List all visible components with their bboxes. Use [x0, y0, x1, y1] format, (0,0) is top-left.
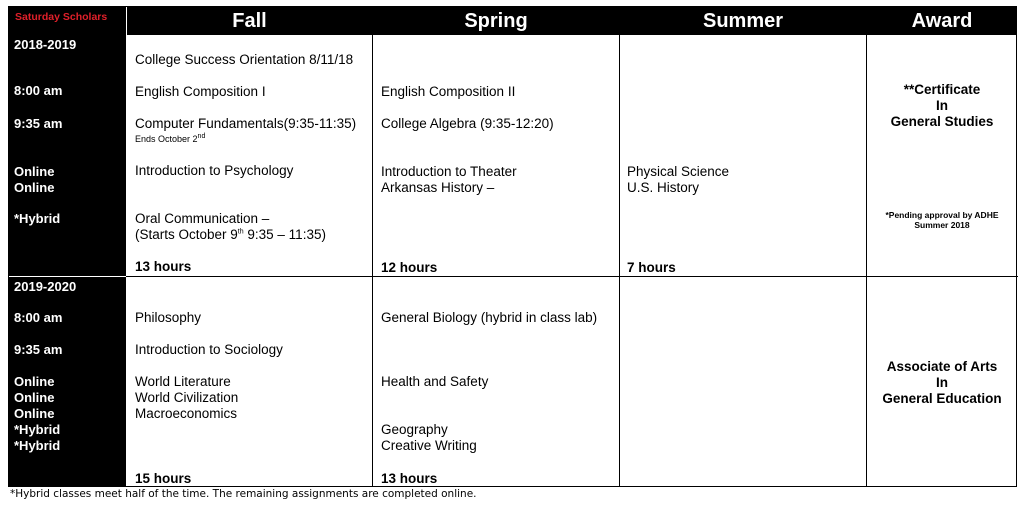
fall-hours: 13 hours	[135, 259, 192, 274]
year2-label: 2019-2020	[14, 279, 77, 294]
schedule-table	[8, 6, 1017, 487]
header-award: Award	[867, 7, 1017, 35]
divider	[372, 7, 373, 486]
summer-course: Physical Science	[627, 164, 730, 179]
fall-course: English Composition I	[135, 84, 266, 99]
summer-hours: 7 hours	[627, 260, 676, 275]
year2-time-6: *Hybrid	[14, 422, 61, 437]
year1-time-3: Online	[14, 164, 55, 179]
year2-time-4: Online	[14, 390, 55, 405]
fall-course: World Civilization	[135, 390, 239, 405]
spring-course: English Composition II	[381, 84, 516, 99]
spring-course: College Algebra (9:35-12:20)	[381, 116, 554, 131]
spring-course: Geography	[381, 422, 448, 437]
fall-course	[135, 116, 356, 145]
divider	[619, 7, 620, 486]
award-certificate: **Certificate In General Studies	[890, 82, 994, 129]
fall-course: Oral Communication –	[135, 211, 270, 226]
fall-course: World Literature	[135, 374, 231, 389]
year1-time-1: 8:00 am	[14, 83, 63, 98]
fall-course: Introduction to Sociology	[135, 342, 283, 357]
header-spring: Spring	[373, 7, 619, 35]
fall-course: Introduction to Psychology	[135, 163, 294, 178]
fall-course: College Success Orientation 8/11/18	[135, 52, 354, 67]
fall-course-note: Ends October 2nd	[135, 133, 206, 144]
footnote: *Hybrid classes meet half of the time. The remaining assignments are completed online.	[10, 488, 477, 500]
header-fall: Fall	[127, 7, 372, 35]
spring-course: Creative Writing	[381, 438, 477, 453]
year1-label: 2018-2019	[14, 37, 77, 52]
fall-course: Macroeconomics	[135, 406, 238, 421]
award-pending-note: *Pending approval by ADHE Summer 2018	[885, 210, 999, 230]
year2-side	[9, 277, 126, 486]
spring-course: General Biology (hybrid in class lab)	[381, 310, 598, 325]
year2-time-5: Online	[14, 406, 55, 421]
summer-course: U.S. History	[627, 180, 700, 195]
year2-time-7: *Hybrid	[14, 438, 61, 453]
year2-time-2: 9:35 am	[14, 342, 63, 357]
year1-side	[9, 35, 126, 276]
year2-time-1: 8:00 am	[14, 310, 63, 325]
spring-course: Introduction to Theater	[381, 164, 517, 179]
program-brand: Saturday Scholars	[9, 7, 126, 35]
year1-time-4: Online	[14, 180, 55, 195]
spring-course: Arkansas History –	[381, 180, 495, 195]
year2-time-3: Online	[14, 374, 55, 389]
fall-hours: 15 hours	[135, 471, 192, 486]
spring-course: Health and Safety	[381, 374, 489, 389]
award-associate-degree: Associate of Arts In General Education	[882, 359, 1002, 406]
year1-time-2: 9:35 am	[14, 116, 63, 131]
year1-time-5: *Hybrid	[14, 211, 61, 226]
fall-course: Philosophy	[135, 310, 202, 325]
spring-hours: 13 hours	[381, 471, 438, 486]
divider	[126, 276, 1018, 277]
header-summer: Summer	[620, 7, 866, 35]
fall-course: (Starts October 9th 9:35 – 11:35)	[135, 227, 326, 242]
spring-hours: 12 hours	[381, 260, 438, 275]
fall-course-title: Computer Fundamentals(9:35-11:35)	[135, 116, 357, 131]
divider	[866, 7, 867, 486]
